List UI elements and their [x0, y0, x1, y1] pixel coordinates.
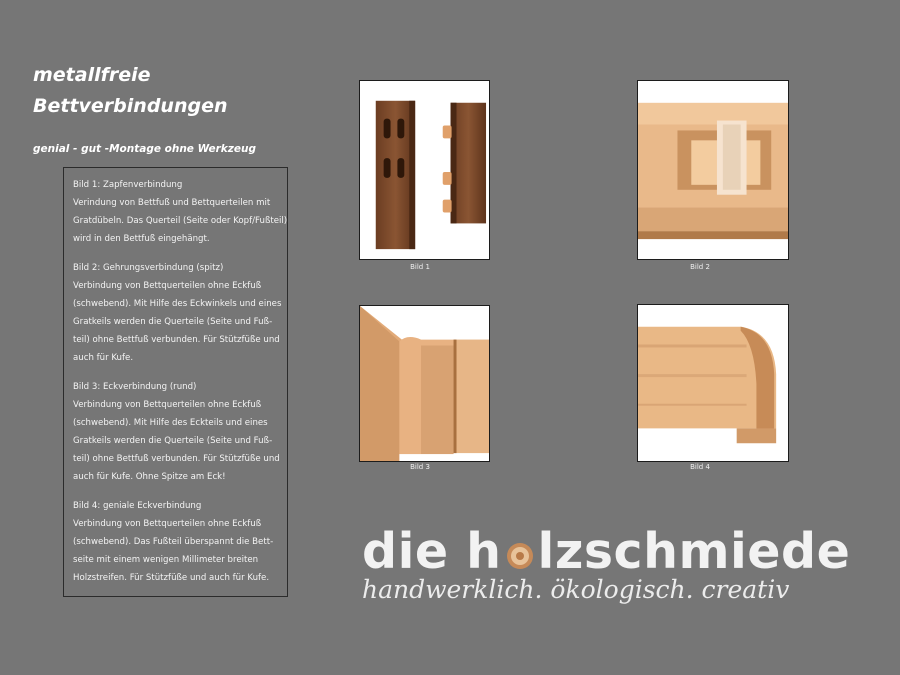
photo-1-tenon-joint — [359, 80, 490, 260]
photo-1-caption: Bild 1 — [410, 263, 430, 271]
description-line: Gratkeils werden die Querteile (Seite und Fuß- — [73, 436, 273, 446]
description-line: Verindung von Bettfuß und Bettquerteilen mit — [73, 198, 271, 208]
logo-text-part-1: die h — [362, 523, 502, 580]
title-line-2: Bettverbindungen — [33, 95, 228, 117]
description-section-3 — [73, 378, 287, 486]
description-section-2 — [73, 259, 287, 367]
brand-logo — [362, 522, 851, 582]
photo-3-caption: Bild 3 — [410, 463, 430, 471]
description-line: (schwebend). Mit Hilfe des Eckteils und eines — [73, 418, 268, 428]
page-title — [33, 60, 227, 122]
description-line: Gratdübeln. Das Querteil (Seite oder Kopf/Fußteil) — [73, 216, 288, 226]
photo-2-miter-joint — [637, 80, 789, 260]
description-line: Verbindung von Bettquerteilen ohne Eckfuß — [73, 400, 262, 410]
description-line: auch für Kufe. — [73, 353, 134, 363]
photo-2-caption: Bild 2 — [690, 263, 710, 271]
description-line: (schwebend). Mit Hilfe des Eckwinkels und eines — [73, 299, 282, 309]
description-line: wird in den Bettfuß eingehängt. — [73, 234, 210, 244]
brand-tagline: handwerklich. ökologisch. creativ — [362, 575, 790, 604]
description-line: Verbindung von Bettquerteilen ohne Eckfuß — [73, 519, 262, 529]
description-section-4 — [73, 497, 287, 587]
description-section-1 — [73, 176, 287, 248]
description-line: auch für Kufe. Ohne Spitze am Eck! — [73, 472, 226, 482]
description-line: Bild 3: Eckverbindung (rund) — [73, 382, 197, 392]
description-line: Bild 1: Zapfenverbindung — [73, 180, 183, 190]
description-line: teil) ohne Bettfuß verbunden. Für Stützfüße und — [73, 454, 280, 464]
description-line: Holzstreifen. Für Stützfüße und auch für Kufe. — [73, 573, 270, 583]
title-line-1: metallfreie — [33, 64, 151, 86]
description-box — [63, 167, 288, 597]
photo-4-spanning-corner-joint — [637, 304, 789, 462]
description-line: Gratkeils werden die Querteile (Seite und Fuß- — [73, 317, 273, 327]
photo-3-round-corner-joint — [359, 305, 490, 462]
description-line: Verbindung von Bettquerteilen ohne Eckfuß — [73, 281, 262, 291]
wood-ring-icon — [504, 526, 536, 562]
photo-4-caption: Bild 4 — [690, 463, 710, 471]
subtitle: genial - gut -Montage ohne Werkzeug — [33, 143, 256, 155]
description-line: Bild 4: geniale Eckverbindung — [73, 501, 202, 511]
description-line: seite mit einem wenigen Millimeter breiten — [73, 555, 259, 565]
description-line: teil) ohne Bettfuß verbunden. Für Stützfüße und — [73, 335, 280, 345]
logo-text-part-2: lzschmiede — [537, 523, 851, 580]
description-line: (schwebend). Das Fußteil überspannt die Bett- — [73, 537, 274, 547]
description-line: Bild 2: Gehrungsverbindung (spitz) — [73, 263, 224, 273]
